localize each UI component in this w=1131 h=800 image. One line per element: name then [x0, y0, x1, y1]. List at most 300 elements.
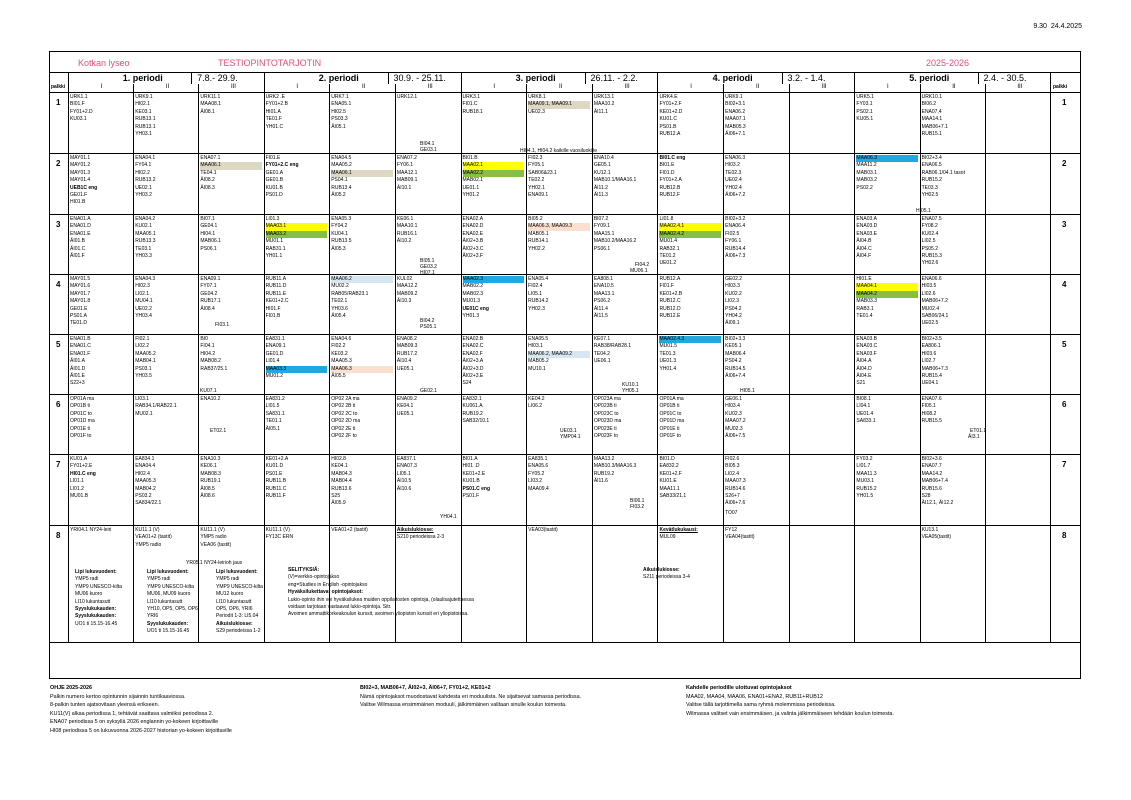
- course-code: KE01+2.B: [659, 290, 683, 297]
- course-code: TE01.F: [265, 116, 282, 123]
- info-line: Aikuislukiosse:: [216, 620, 253, 627]
- course-code: MAA07.3: [725, 478, 746, 485]
- course-code: RUB11.E: [265, 290, 287, 297]
- timetable-cell: [463, 94, 483, 116]
- subcolumn-divider: [461, 84, 462, 92]
- info-line: Periodit 1-3: LI5.04: [216, 613, 259, 620]
- course-code: KU03.1: [70, 116, 87, 123]
- subcolumn-divider: [461, 92, 462, 642]
- course-code: PS02.2: [856, 184, 873, 191]
- course-code: PS04.1: [331, 177, 348, 184]
- course-code: BI06.2: [921, 101, 937, 108]
- course-code: BI07.1: [200, 216, 215, 222]
- period-date-divider: [585, 72, 586, 84]
- course-code: ENA02.E: [462, 230, 484, 237]
- course-code: YH01.5: [856, 493, 874, 500]
- course-code: ENA03.F: [856, 350, 877, 357]
- subcolumn-I: I: [690, 84, 692, 90]
- timetable-cell: [135, 155, 155, 199]
- course-code: S21: [856, 380, 866, 387]
- course-code: RUB13.1: [135, 123, 156, 130]
- course-code: OP01C to: [70, 410, 92, 417]
- period-dates: 2.4. - 30.5.: [983, 73, 1027, 83]
- course-code: ENA01.A: [70, 216, 91, 222]
- timetable-cell: [856, 155, 917, 192]
- course-code: MAA14.1: [921, 116, 943, 123]
- course-code: RAB32.1: [659, 245, 680, 252]
- course-code: KU02.2: [725, 290, 742, 297]
- row-number-right: 5: [1062, 340, 1067, 349]
- course-code: HI02.3: [135, 283, 150, 290]
- course-code: KU05.1: [856, 116, 874, 123]
- timetable-cell: [463, 456, 491, 500]
- course-code: ÄI04.D: [856, 365, 872, 372]
- timetable-cell: [266, 94, 288, 131]
- timetable-cell: [725, 396, 746, 440]
- course-code: FI04.1: [200, 343, 215, 350]
- course-code: UE02.2: [135, 305, 152, 312]
- course-code: ENA05.1: [331, 101, 352, 108]
- timetable-cell: [528, 527, 557, 534]
- period-label: 5. periodi: [909, 73, 950, 83]
- course-code: ENA05.5: [528, 336, 549, 342]
- course-code: GE01.D: [265, 350, 284, 357]
- course-code: EA835.1: [528, 456, 548, 462]
- course-code: MAA05.2: [331, 162, 352, 169]
- course-code: FY01+2.F: [659, 101, 682, 108]
- course-code: ÄI11.5: [593, 313, 608, 320]
- course-code: ENA02.D: [462, 223, 484, 230]
- info-line: YMP5 radi: [147, 576, 171, 583]
- course-code: MAB05.3: [725, 123, 746, 130]
- course-code: ÄI04.A: [856, 358, 872, 365]
- course-code: ÄI11.3: [593, 192, 608, 199]
- course-code: FI02.2: [331, 343, 346, 350]
- course-code: BI02+3.1: [725, 101, 746, 108]
- course-code: BI01.A: [462, 456, 478, 462]
- timetable-cell: [725, 456, 746, 508]
- course-code: MU01.2: [265, 373, 284, 380]
- course-code: KE01+2.F: [659, 470, 682, 477]
- course-code: FI05.1: [921, 403, 936, 410]
- palkki-label-left: palkki: [51, 84, 66, 90]
- info-line: YH10, OP5, OP5, OP6: [147, 606, 198, 613]
- course-code: UE02.1: [135, 184, 152, 191]
- course-code: OP01B ti: [70, 403, 91, 410]
- course-code: MU02.1: [135, 410, 153, 417]
- row-number-right: 3: [1062, 220, 1067, 229]
- timetable-cell: [594, 94, 615, 116]
- course-code: PS06.1: [593, 245, 611, 252]
- course-code: YH02.5: [921, 192, 939, 199]
- spanning-note: TO07: [725, 510, 738, 516]
- course-code: FY09.1: [593, 223, 610, 230]
- course-code: HI01.F: [265, 305, 281, 312]
- course-code: EA837.1: [396, 456, 417, 462]
- course-code: ENA01.F: [70, 350, 91, 357]
- subcolumn-divider: [133, 84, 134, 92]
- course-code: MAA05.2: [135, 350, 156, 357]
- timetable-cell: [331, 396, 360, 440]
- timetable-cell: [135, 94, 155, 138]
- course-code: URK5.1: [856, 94, 874, 100]
- course-code: ÄI10.5: [396, 478, 412, 485]
- course-code: VEA03(tastit): [528, 527, 558, 533]
- course-code: KE01+2.C: [265, 298, 289, 305]
- course-code: HI01.E: [856, 276, 872, 282]
- course-code: BI02+3.5: [921, 336, 942, 342]
- period-dates: 26.11. - 2.2.: [590, 73, 638, 83]
- course-code: VEA04(tastit): [725, 534, 755, 541]
- course-code: GE05.1: [593, 162, 611, 169]
- course-code: ENA10.2: [200, 396, 221, 402]
- course-code: LI02.6: [921, 290, 936, 297]
- footer-line: 8-palkin tunten ajatsovitaan yleensä erikseen.: [50, 702, 160, 709]
- course-code: YH01.4: [659, 365, 677, 372]
- course-code: ÄI01.D: [70, 365, 86, 372]
- course-code: ÄI08.4: [200, 305, 215, 312]
- course-code: RUB15.6: [921, 485, 942, 492]
- course-code: MAB03.1: [856, 169, 877, 176]
- course-code: RUB14.2: [528, 298, 549, 305]
- course-code: MU01.4: [659, 238, 677, 245]
- course-code: RUB19.1: [200, 478, 221, 485]
- timetable-cell: [922, 155, 965, 199]
- course-code: RUB15.4: [921, 373, 942, 380]
- timetable-cell: [266, 216, 328, 260]
- footer-line: Kahdelle periodille ulottuvat opintojaksot: [686, 685, 792, 691]
- course-code: UE05.1: [396, 365, 414, 372]
- course-code: RUB13.2: [135, 177, 156, 184]
- timetable-cell: [135, 396, 176, 418]
- course-code: KU04.1: [331, 230, 348, 237]
- timetable-cell: [856, 216, 877, 260]
- course-code: UE01.2: [659, 260, 677, 267]
- course-code: RUB11.D: [265, 283, 287, 290]
- timetable-cell: [659, 336, 721, 373]
- course-code: YH01.1: [265, 253, 283, 260]
- course-code: FY03.1: [856, 101, 873, 108]
- course-code: RUB14.6: [725, 485, 746, 492]
- course-code: BI02+3.6: [921, 456, 942, 462]
- print-date: 24.4.2025: [1050, 23, 1082, 30]
- course-code: HI01.B: [70, 199, 86, 206]
- course-code: ENA03.D: [856, 223, 878, 230]
- course-code: BI01.B: [462, 155, 478, 161]
- spanning-note: ET02.1: [210, 428, 227, 434]
- subcolumn-divider: [723, 84, 724, 92]
- print-time: 9.30: [1033, 23, 1047, 30]
- spanning-note: HI07.1: [420, 270, 435, 276]
- course-code: BI08.1: [856, 396, 871, 402]
- grid-line: [1050, 92, 1051, 642]
- course-code: HI01.A: [265, 108, 281, 115]
- timetable-cell: [725, 155, 745, 199]
- course-code: ÄI02+3.A: [462, 358, 484, 365]
- course-code: YH03.2: [135, 192, 152, 199]
- course-code: YH01.3: [462, 313, 480, 320]
- spanning-note: HI04.1, HI04.2 kaikille vuosiluokille: [520, 148, 597, 154]
- row-number-left: 4: [56, 280, 61, 289]
- course-code: TE01.2: [659, 253, 676, 260]
- course-code: MAA03.2: [266, 231, 328, 238]
- course-code: KU061.A: [462, 403, 483, 410]
- course-code: MU01.B: [70, 493, 89, 500]
- course-code: OP02 2E ti: [331, 425, 356, 432]
- timetable-cell: [856, 396, 875, 426]
- course-code: YH03.1: [135, 131, 152, 138]
- timetable-cell: [135, 216, 156, 260]
- course-code: SA831.1: [265, 410, 285, 417]
- course-code: ÄI12.1, ÄI12.2: [921, 500, 954, 507]
- timetable-cell: [922, 527, 951, 542]
- info-line: MU06 kuoro: [75, 591, 103, 598]
- course-code: FI02.1: [135, 336, 150, 342]
- course-code: ÄI10.3: [396, 298, 412, 305]
- timetable-cell: [135, 336, 156, 380]
- spanning-note: BI04.1: [420, 141, 435, 147]
- course-code: MAA07.2: [725, 418, 746, 425]
- timetable-cell: [397, 396, 417, 418]
- course-code: GE04.1: [200, 223, 218, 230]
- course-code: RUB12.B: [659, 184, 681, 191]
- course-code: MAB05.2: [528, 358, 549, 365]
- course-code: YH02.3: [528, 305, 545, 312]
- course-code: URK10.1: [921, 94, 942, 100]
- course-code: RUB11.A: [265, 276, 287, 282]
- subcolumn-II: II: [362, 84, 366, 90]
- course-code: PS04.2: [725, 358, 742, 365]
- course-code: HI03.5: [921, 283, 937, 290]
- period-label: 1. periodi: [122, 73, 163, 83]
- course-code: ENA04.4: [135, 463, 156, 470]
- course-code: MAB10.2/MAA16.2: [593, 238, 637, 245]
- timetable-cell: [200, 456, 221, 500]
- subcolumn-divider: [920, 84, 921, 92]
- course-code: URK3.1: [462, 94, 481, 100]
- timetable-cell: [659, 456, 686, 500]
- course-code: MAY01.1: [70, 155, 91, 161]
- course-code: MAA13.1: [593, 290, 615, 297]
- course-code: MAA07.1: [725, 116, 746, 123]
- course-code: ENA06.3: [725, 155, 746, 161]
- course-code: HI04.1: [200, 230, 216, 237]
- subcolumn-divider: [395, 84, 396, 92]
- timetable-cell: [331, 216, 351, 253]
- row-number-left: 7: [56, 460, 61, 469]
- course-code: MU10.1: [528, 365, 546, 372]
- timetable-cell: [266, 456, 289, 500]
- course-code: RAB34.1/RAB22.1: [135, 403, 177, 410]
- row-number-right: 8: [1062, 531, 1067, 540]
- subcolumn-III: III: [624, 84, 630, 90]
- course-code: FY08.2: [921, 223, 938, 230]
- course-code: KUL02: [396, 276, 413, 282]
- footer-line: OHJE 2025-2026: [50, 685, 92, 691]
- info-line: Syyslukukauden:: [75, 606, 117, 613]
- course-code: HI03.2: [725, 162, 740, 169]
- course-code: MAB06+7.1: [921, 123, 948, 130]
- timetable-cell: [397, 216, 418, 246]
- course-code: PS01.F: [462, 493, 480, 500]
- timetable-cell: [397, 276, 418, 306]
- course-code: TE04.2: [593, 350, 610, 357]
- course-code: YH01.C: [265, 123, 284, 130]
- course-code: YH03.6: [331, 305, 348, 312]
- subcolumn-divider: [854, 84, 855, 92]
- course-code: MAA06.3, MAA09.3: [528, 223, 590, 230]
- timetable-cell: [856, 276, 917, 320]
- course-code: HI03.4: [725, 403, 740, 410]
- course-code: OP02 2F to: [331, 433, 357, 440]
- course-code: GE01.F: [70, 192, 88, 199]
- course-code: OP023C to: [593, 410, 619, 417]
- course-code: OP023B ti: [593, 403, 617, 410]
- course-code: HI03.1: [528, 343, 543, 350]
- course-code: PS06.2: [593, 298, 611, 305]
- course-code: GE06.1: [725, 396, 743, 402]
- course-code: ENA08.2: [396, 336, 417, 342]
- subcolumn-divider: [920, 92, 921, 642]
- info-block: [643, 567, 690, 582]
- spanning-note: FI04.2: [635, 262, 650, 268]
- timetable-cell: [135, 456, 161, 508]
- course-code: PS01.C eng: [462, 485, 491, 492]
- timetable-cell: [659, 94, 682, 138]
- course-code: TE03.3: [921, 184, 938, 191]
- course-code: RAB31.1: [265, 245, 286, 252]
- course-code: RUB13.6: [331, 485, 352, 492]
- course-code: KU11.1 (V): [265, 527, 290, 533]
- course-code: ÄI05.5: [331, 373, 346, 380]
- course-code: FI01.D: [659, 169, 675, 176]
- palkki-label-right: palkki: [1053, 84, 1068, 90]
- course-code: MAA06.1: [331, 170, 393, 177]
- spanning-note: KU07.1: [200, 388, 217, 394]
- course-code: MAA03.1: [266, 223, 328, 230]
- course-code: FY01+2.E: [70, 463, 93, 470]
- course-code: UE01C eng: [462, 305, 489, 312]
- course-code: URK11.1: [200, 94, 221, 100]
- timetable-cell: [659, 155, 685, 199]
- course-code: S26+7: [725, 493, 740, 500]
- footer-line: Valitse Wilmassa ensimmäinen moduuli, jälkimmäinen valitaan sinulle koulun toimesta.: [360, 702, 567, 709]
- timetable-cell: [725, 336, 746, 380]
- course-code: MAA04.1: [856, 283, 917, 290]
- course-code: BI05.3: [725, 463, 740, 470]
- row-number-right: 7: [1062, 460, 1067, 469]
- course-code: EA831.2: [265, 396, 285, 402]
- course-code: URK8.1: [528, 94, 546, 100]
- course-code: HI02.2: [135, 169, 150, 176]
- subcolumn-divider: [985, 84, 986, 92]
- subcolumn-divider: [68, 92, 69, 642]
- course-code: RUB15.3: [921, 253, 942, 260]
- course-code: KE03.2: [331, 350, 348, 357]
- period-divider: [1050, 72, 1051, 84]
- row-number-right: 6: [1062, 400, 1067, 409]
- course-code: EA806.1: [921, 343, 941, 350]
- row-divider: [50, 274, 1080, 275]
- course-code: RUB13.4: [331, 184, 352, 191]
- course-code: ÄI06+7.4: [725, 373, 746, 380]
- course-code: KE06.1: [396, 216, 414, 222]
- course-code: ÄI08.3: [200, 184, 215, 191]
- course-code: OP02 2B ti: [331, 403, 356, 410]
- timetable-cell: [528, 396, 544, 411]
- course-code: KU01.E: [659, 478, 677, 485]
- course-code: MAB06+7.3: [921, 365, 948, 372]
- course-code: ÄI01.A: [70, 358, 86, 365]
- course-code: BI05.2: [528, 216, 543, 222]
- footer-line: KU11(V) alkaa periodissa 1, tehtävät saattava valmiiksi periodissa 2.: [50, 710, 214, 717]
- course-code: ENA04.3: [135, 276, 156, 282]
- course-code: RUB13.1: [135, 116, 156, 123]
- course-code: ÄI10.4: [396, 358, 412, 365]
- course-code: YH03.3: [135, 253, 152, 260]
- course-code: MAA06.2: [331, 276, 393, 283]
- course-code: OP023E ti: [593, 425, 617, 432]
- timetable-cell: [70, 527, 111, 534]
- spanning-note: KU10.1: [622, 382, 639, 388]
- subcolumn-divider: [723, 92, 724, 642]
- course-code: OP01E ti: [659, 425, 680, 432]
- course-code: SAB06&23.1: [528, 169, 557, 176]
- course-code: ENA06.2: [725, 108, 746, 115]
- course-code: RUB13.3: [135, 238, 156, 245]
- course-code: S24: [462, 380, 472, 387]
- course-code: ENA07.1: [200, 155, 221, 161]
- course-code: URK12.1: [396, 94, 418, 100]
- timetable-cell: [528, 456, 549, 493]
- course-code: VEA06 (tastit): [200, 541, 232, 548]
- row-number-left: 3: [56, 220, 61, 229]
- course-code: URK9.1: [135, 94, 153, 100]
- course-code: KU02.1: [135, 223, 152, 230]
- course-code: ÄI06+7.5: [725, 433, 746, 440]
- print-timestamp: [1033, 23, 1082, 30]
- timetable-cell: [528, 155, 557, 199]
- subcolumn-I: I: [296, 84, 299, 90]
- course-code: MAB04.4: [331, 478, 352, 485]
- course-code: UE01.1: [462, 184, 480, 191]
- course-code: MAB10.1/MAA16.1: [593, 177, 637, 184]
- course-code: ÄI08.6: [200, 493, 215, 500]
- timetable-cell: [331, 155, 393, 199]
- footer-line: Nämä opintojaksot muodostavat kahdesta eri moduulista. Ne sijaitsevat samassa periodissa.: [360, 693, 582, 700]
- course-code: LI01.5: [265, 403, 280, 410]
- course-code: ENA04.2: [135, 216, 156, 222]
- row-divider: [50, 642, 1080, 643]
- subcolumn-divider: [329, 84, 330, 92]
- info-line: Lipi lukuvuodent:: [75, 569, 117, 575]
- row-divider: [50, 334, 1080, 335]
- course-code: RUB15.5: [921, 418, 942, 425]
- course-code: HI02.1: [135, 101, 150, 108]
- course-code: YRI04.1 NY24-leiri: [70, 527, 112, 533]
- course-code: URK7.1: [331, 94, 349, 100]
- subcolumn-I: I: [887, 84, 889, 90]
- course-code: RUB15.2: [856, 485, 877, 492]
- period-label: 2. periodi: [318, 73, 359, 83]
- course-code: YH02.1: [528, 184, 545, 191]
- spanning-note: FI03.1: [215, 322, 230, 328]
- timetable-cell: [856, 94, 874, 124]
- course-code: OP01F to: [70, 433, 92, 440]
- timetable-cell: [659, 396, 684, 440]
- course-code: ÄI08.2: [200, 177, 215, 184]
- timetable-cell: [922, 336, 948, 388]
